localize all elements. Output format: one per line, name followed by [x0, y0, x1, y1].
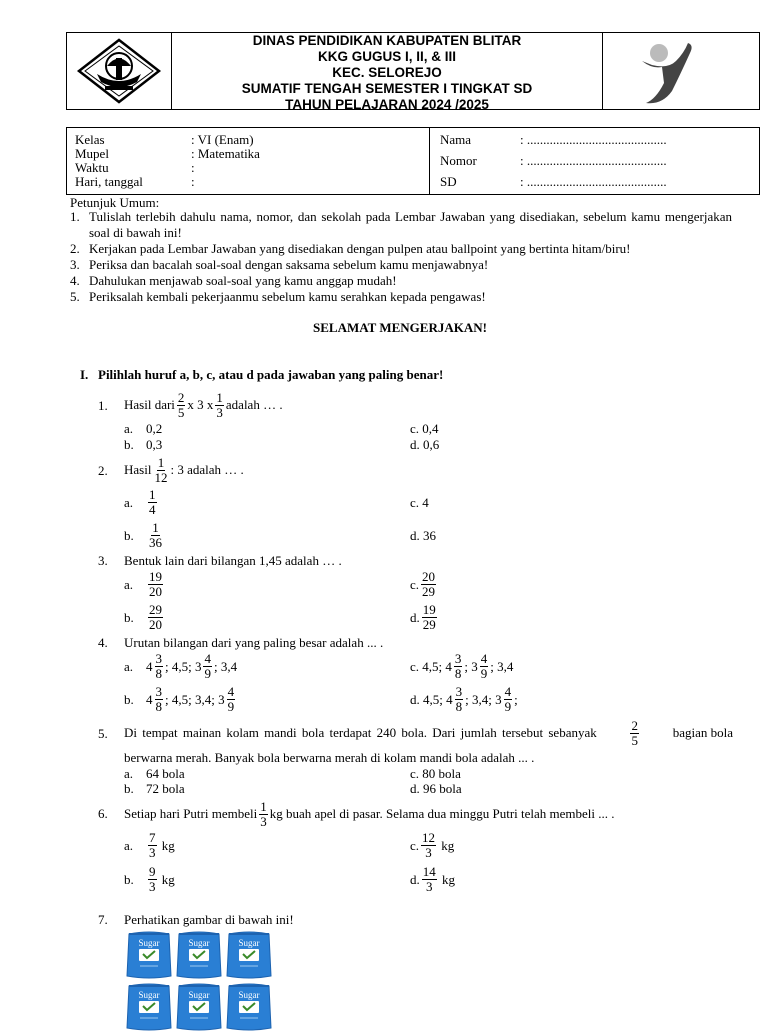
q4-option-b[interactable]: b. 4 $\frac{3}{8}$ ; 4,5; 3,4; 3 $\frac{4}{9}$	[124, 684, 235, 714]
petunjuk-item-1: 1. Tulislah terlebih dahulu nama, nomor, dan sekolah pada Lembar Jawaban yang disediakan, sebelum kamu mengerjakan soal di bawah ini!	[70, 209, 732, 240]
q2-option-d[interactable]: d. 36	[410, 528, 436, 543]
q6-number: 6.	[98, 806, 108, 821]
q1-option-d[interactable]: d. 0,6	[410, 437, 440, 452]
q3-stem: Bentuk lain dari bilangan 1,45 adalah … .	[124, 553, 342, 568]
q1-option-b[interactable]: b. 0,3	[124, 437, 163, 452]
q6-option-d[interactable]: d. $\frac{14}{3}$ kg	[410, 864, 455, 894]
q7-stem: Perhatikan gambar di bawah ini!	[124, 912, 294, 927]
sugar-bag-image	[126, 982, 172, 1032]
q5-stem-line1: Di tempat mainan kolam mandi bola terdapat 240 bola. Dari jumlah tersebut sebanyak $\frac{2}{5}$ bagian bola	[124, 717, 733, 748]
svg-text:Sugar: Sugar	[238, 990, 260, 1000]
sugar-bag-image	[226, 982, 272, 1032]
q5-option-a[interactable]: a. 64 bola	[124, 766, 185, 781]
q2-number: 2.	[98, 463, 108, 478]
q2-option-a[interactable]: a. $\frac{1}{4}$	[124, 487, 156, 517]
sugar-bag-image	[176, 930, 222, 980]
sugar-bag-image	[176, 982, 222, 1032]
nomor-label: Nomor	[440, 153, 477, 168]
header-line-5: TAHUN PELAJARAN 2024 /2025	[285, 97, 489, 112]
q6-option-b[interactable]: b. $\frac{9}{3}$ kg	[124, 864, 175, 894]
waktu-label: Waktu	[75, 160, 109, 175]
q7-number: 7.	[98, 912, 108, 927]
svg-text:Sugar: Sugar	[138, 990, 160, 1000]
q3-option-b[interactable]: b. $\frac{29}{20}$	[124, 602, 162, 632]
blitar-logo	[71, 36, 167, 106]
kelas-label: Kelas	[75, 132, 105, 147]
q5-option-b[interactable]: b. 72 bola	[124, 781, 185, 796]
header-line-1: DINAS PENDIDIKAN KABUPATEN BLITAR	[252, 33, 522, 48]
svg-text:Sugar: Sugar	[188, 938, 210, 948]
hari-tanggal-label: Hari, tanggal	[75, 174, 143, 189]
sd-field[interactable]: : ...........................................	[520, 174, 667, 189]
header-line-2: KKG GUGUS I, II, & III	[317, 49, 456, 64]
sd-label: SD	[440, 174, 457, 189]
petunjuk-item-2: 2. Kerjakan pada Lembar Jawaban yang disediakan dengan pulpen atau ballpoint yang bertinta hitam/biru!	[70, 241, 631, 256]
section-roman: I.	[80, 367, 89, 382]
hari-tanggal-value: :	[191, 174, 195, 189]
svg-text:Sugar: Sugar	[238, 938, 260, 948]
nomor-field[interactable]: : ...........................................	[520, 153, 667, 168]
q2-option-c[interactable]: c. 4	[410, 495, 429, 510]
mupel-value: : Matematika	[191, 146, 260, 161]
q4-stem: Urutan bilangan dari yang paling besar adalah ... .	[124, 635, 384, 650]
header-line-3: KEC. SELOREJO	[332, 65, 442, 80]
section-title: Pilihlah huruf a, b, c, atau d pada jawaban yang paling benar!	[98, 367, 444, 382]
q2-option-b[interactable]: b. $\frac{1}{36}$	[124, 520, 162, 550]
petunjuk-item-3: 3. Periksa dan bacalah soal-soal dengan saksama sebelum kamu menjawabnya!	[70, 257, 489, 272]
q3-option-a[interactable]: a. $\frac{19}{20}$	[124, 569, 162, 599]
greeting: SELAMAT MENGERJAKAN!	[313, 320, 487, 335]
petunjuk-title: Petunjuk Umum:	[70, 195, 160, 210]
q3-number: 3.	[98, 553, 108, 568]
mupel-label: Mupel	[75, 146, 109, 161]
q6-stem: Setiap hari Putri membeli $\frac{1}{3}$ kg buah apel di pasar. Selama dua minggu Putri telah membeli ... .	[124, 798, 615, 829]
q1-option-a[interactable]: a. 0,2	[124, 421, 163, 436]
q1-number: 1.	[98, 398, 108, 413]
kelas-value: : VI (Enam)	[191, 132, 254, 147]
sugar-bag-image	[226, 930, 272, 980]
header-box	[66, 32, 760, 110]
q6-option-a[interactable]: a. $\frac{7}{3}$ kg	[124, 830, 175, 860]
petunjuk-item-5: 5. Periksalah kembali pekerjaanmu sebelum kamu serahkan kepada pengawas!	[70, 289, 486, 304]
q6-option-c[interactable]: c. $\frac{12}{3}$ kg	[410, 830, 455, 860]
q3-option-c[interactable]: c. $\frac{20}{29}$	[410, 569, 436, 599]
q4-option-c[interactable]: c. 4,5; 4 $\frac{3}{8}$ ; 3 $\frac{4}{9}$ ; 3,4	[410, 651, 514, 681]
q2-stem: Hasil $\frac{1}{12}$ : 3 adalah … .	[124, 454, 244, 485]
nama-field[interactable]: : ...........................................	[520, 132, 667, 147]
q3-option-d[interactable]: d. $\frac{19}{29}$	[410, 602, 436, 632]
q1-option-c[interactable]: c. 0,4	[410, 421, 439, 436]
waktu-value: :	[191, 160, 195, 175]
q5-number: 5.	[98, 726, 108, 741]
q5-option-c[interactable]: c. 80 bola	[410, 766, 461, 781]
header-line-4: SUMATIF TENGAH SEMESTER I TINGKAT SD	[241, 81, 533, 96]
q5-stem-line2: berwarna merah. Banyak bola berwarna merah di kolam mandi bola adalah ... .	[124, 750, 535, 765]
petunjuk-item-4: 4. Dahulukan menjawab soal-soal yang kamu anggap mudah!	[70, 273, 397, 288]
q5-option-d[interactable]: d. 96 bola	[410, 781, 462, 796]
svg-text:Sugar: Sugar	[138, 938, 160, 948]
nama-label: Nama	[440, 132, 472, 147]
q4-option-a[interactable]: a. 4 $\frac{3}{8}$ ; 4,5; 3 $\frac{4}{9}$ ; 3,4	[124, 651, 238, 681]
q4-option-d[interactable]: d. 4,5; 4 $\frac{3}{8}$ ; 3,4; 3 $\frac{4}{9}$ ;	[410, 684, 518, 714]
tut-wuri-logo	[632, 39, 702, 105]
q1-stem: Hasil dari $\frac{2}{5}$ x 3 x $\frac{1}{3}$ adalah … .	[124, 389, 283, 420]
q4-number: 4.	[98, 635, 108, 650]
svg-text:Sugar: Sugar	[188, 990, 210, 1000]
sugar-bag-image	[126, 930, 172, 980]
